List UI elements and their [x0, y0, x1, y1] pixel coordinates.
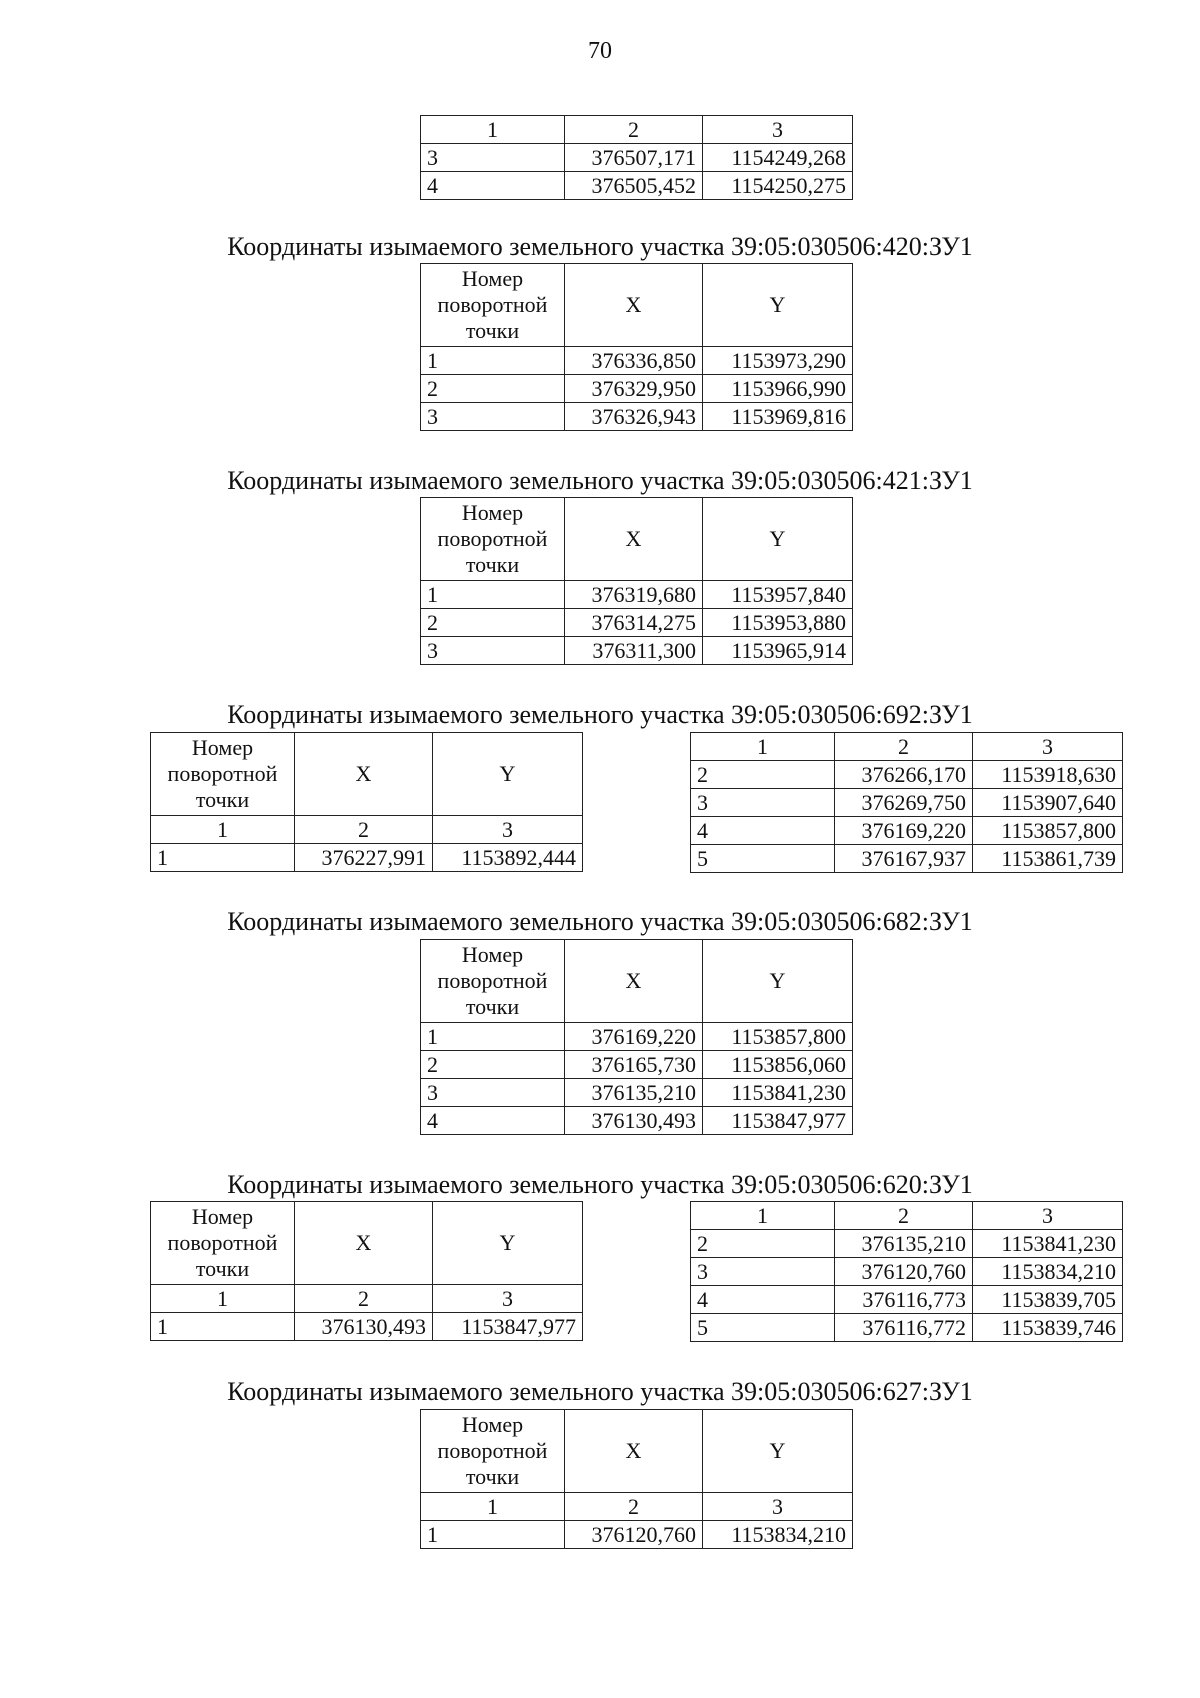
- header-row: [151, 1202, 583, 1285]
- section-title: Координаты изымаемого земельного участка 39:05:030506:692:ЗУ1: [227, 700, 973, 729]
- section-title: Координаты изымаемого земельного участка 39:05:030506:620:ЗУ1: [227, 1170, 973, 1199]
- y-cell: 1153857,800: [703, 1023, 853, 1051]
- x-cell: 376120,760: [835, 1258, 973, 1286]
- header-x: X: [295, 1202, 433, 1285]
- x-cell: 376311,300: [565, 637, 703, 665]
- y-cell: 1153973,290: [703, 347, 853, 375]
- x-cell: 376116,773: [835, 1286, 973, 1314]
- point-number-cell: 1: [151, 844, 295, 872]
- point-number-cell: 1: [421, 347, 565, 375]
- y-cell: 1153834,210: [973, 1258, 1123, 1286]
- table-row: [421, 1521, 853, 1549]
- point-number-cell: 1: [421, 1521, 565, 1549]
- y-cell: 1153861,739: [973, 845, 1123, 873]
- point-number-cell: 2: [421, 1051, 565, 1079]
- table-row: [421, 144, 853, 172]
- point-number-cell: 4: [691, 1286, 835, 1314]
- col-num-cell: 3: [973, 733, 1123, 761]
- table-row: [421, 403, 853, 431]
- x-cell: 376116,772: [835, 1314, 973, 1342]
- table-row: [691, 761, 1123, 789]
- header-point-number: Номер поворотной точки: [151, 1202, 295, 1285]
- y-cell: 1153918,630: [973, 761, 1123, 789]
- point-number-cell: 2: [691, 1230, 835, 1258]
- header-row: [421, 940, 853, 1023]
- point-number-cell: 3: [691, 789, 835, 817]
- column-number-row: [151, 816, 583, 844]
- header-row: [421, 264, 853, 347]
- table-row: [151, 1313, 583, 1341]
- col-num-cell: 1: [421, 116, 565, 144]
- header-point-number: Номер поворотной точки: [421, 264, 565, 347]
- y-cell: 1154249,268: [703, 144, 853, 172]
- header-row: [421, 498, 853, 581]
- table-row: [421, 581, 853, 609]
- column-number-row: [151, 1285, 583, 1313]
- point-number-cell: 4: [421, 1107, 565, 1135]
- x-cell: 376169,220: [565, 1023, 703, 1051]
- continuation-table: [420, 115, 853, 200]
- point-number-cell: 4: [691, 817, 835, 845]
- y-cell: 1153834,210: [703, 1521, 853, 1549]
- point-number-cell: 3: [421, 144, 565, 172]
- x-cell: 376130,493: [565, 1107, 703, 1135]
- y-cell: 1153957,840: [703, 581, 853, 609]
- col-num-cell: 2: [295, 1285, 433, 1313]
- column-number-row: [691, 1202, 1123, 1230]
- x-cell: 376336,850: [565, 347, 703, 375]
- section-title: Координаты изымаемого земельного участка 39:05:030506:627:ЗУ1: [227, 1377, 973, 1406]
- table-row: [691, 789, 1123, 817]
- col-num-cell: 3: [703, 116, 853, 144]
- header-row: [151, 733, 583, 816]
- point-number-cell: 4: [421, 172, 565, 200]
- y-cell: 1153969,816: [703, 403, 853, 431]
- section-title: Координаты изымаемого земельного участка 39:05:030506:420:ЗУ1: [227, 232, 973, 261]
- y-cell: 1153907,640: [973, 789, 1123, 817]
- y-cell: 1153892,444: [433, 844, 583, 872]
- page-number: 70: [588, 38, 612, 64]
- y-cell: 1154250,275: [703, 172, 853, 200]
- point-number-cell: 5: [691, 1314, 835, 1342]
- x-cell: 376227,991: [295, 844, 433, 872]
- col-num-cell: 3: [433, 816, 583, 844]
- coordinates-table: [420, 497, 853, 665]
- coordinates-table: [420, 1409, 853, 1549]
- col-num-cell: 2: [565, 116, 703, 144]
- table-row: [421, 1107, 853, 1135]
- coordinates-table-left: [150, 1201, 583, 1341]
- point-number-cell: 5: [691, 845, 835, 873]
- point-number-cell: 2: [421, 375, 565, 403]
- coordinates-table: [420, 263, 853, 431]
- x-cell: 376269,750: [835, 789, 973, 817]
- col-num-cell: 2: [295, 816, 433, 844]
- x-cell: 376329,950: [565, 375, 703, 403]
- x-cell: 376319,680: [565, 581, 703, 609]
- table-row: [421, 1051, 853, 1079]
- point-number-cell: 3: [421, 403, 565, 431]
- header-point-number: Номер поворотной точки: [421, 1410, 565, 1493]
- y-cell: 1153953,880: [703, 609, 853, 637]
- table-row: [691, 1286, 1123, 1314]
- column-number-row: [421, 116, 853, 144]
- coordinates-table-left: [150, 732, 583, 872]
- header-y: Y: [433, 733, 583, 816]
- y-cell: 1153841,230: [973, 1230, 1123, 1258]
- y-cell: 1153841,230: [703, 1079, 853, 1107]
- x-cell: 376165,730: [565, 1051, 703, 1079]
- header-point-number: Номер поворотной точки: [151, 733, 295, 816]
- x-cell: 376266,170: [835, 761, 973, 789]
- header-y: Y: [703, 264, 853, 347]
- header-x: X: [565, 498, 703, 581]
- table-row: [691, 817, 1123, 845]
- point-number-cell: 1: [421, 581, 565, 609]
- col-num-cell: 1: [691, 1202, 835, 1230]
- point-number-cell: 3: [691, 1258, 835, 1286]
- y-cell: 1153966,990: [703, 375, 853, 403]
- x-cell: 376314,275: [565, 609, 703, 637]
- col-num-cell: 2: [835, 733, 973, 761]
- coordinates-table: [420, 939, 853, 1135]
- column-number-row: [421, 1493, 853, 1521]
- header-point-number: Номер поворотной точки: [421, 940, 565, 1023]
- header-x: X: [565, 1410, 703, 1493]
- point-number-cell: 1: [421, 1023, 565, 1051]
- x-cell: 376507,171: [565, 144, 703, 172]
- header-x: X: [565, 264, 703, 347]
- x-cell: 376130,493: [295, 1313, 433, 1341]
- header-y: Y: [703, 1410, 853, 1493]
- table-row: [421, 375, 853, 403]
- col-num-cell: 3: [973, 1202, 1123, 1230]
- header-x: X: [295, 733, 433, 816]
- col-num-cell: 2: [565, 1493, 703, 1521]
- x-cell: 376135,210: [565, 1079, 703, 1107]
- col-num-cell: 3: [703, 1493, 853, 1521]
- x-cell: 376505,452: [565, 172, 703, 200]
- table-row: [151, 844, 583, 872]
- table-row: [691, 1314, 1123, 1342]
- col-num-cell: 3: [433, 1285, 583, 1313]
- x-cell: 376120,760: [565, 1521, 703, 1549]
- y-cell: 1153839,746: [973, 1314, 1123, 1342]
- y-cell: 1153857,800: [973, 817, 1123, 845]
- header-x: X: [565, 940, 703, 1023]
- col-num-cell: 1: [421, 1493, 565, 1521]
- header-point-number: Номер поворотной точки: [421, 498, 565, 581]
- y-cell: 1153965,914: [703, 637, 853, 665]
- table-row: [691, 1230, 1123, 1258]
- x-cell: 376167,937: [835, 845, 973, 873]
- header-y: Y: [703, 940, 853, 1023]
- coordinates-table-right: [690, 1201, 1123, 1342]
- y-cell: 1153847,977: [433, 1313, 583, 1341]
- y-cell: 1153847,977: [703, 1107, 853, 1135]
- col-num-cell: 2: [835, 1202, 973, 1230]
- column-number-row: [691, 733, 1123, 761]
- point-number-cell: 2: [691, 761, 835, 789]
- table-row: [691, 845, 1123, 873]
- x-cell: 376169,220: [835, 817, 973, 845]
- x-cell: 376135,210: [835, 1230, 973, 1258]
- y-cell: 1153856,060: [703, 1051, 853, 1079]
- section-title: Координаты изымаемого земельного участка 39:05:030506:421:ЗУ1: [227, 466, 973, 495]
- table-row: [421, 637, 853, 665]
- coordinates-table-right: [690, 732, 1123, 873]
- table-row: [421, 1023, 853, 1051]
- col-num-cell: 1: [151, 1285, 295, 1313]
- table-row: [421, 172, 853, 200]
- table-row: [421, 347, 853, 375]
- header-y: Y: [433, 1202, 583, 1285]
- header-y: Y: [703, 498, 853, 581]
- table-row: [691, 1258, 1123, 1286]
- point-number-cell: 3: [421, 637, 565, 665]
- col-num-cell: 1: [151, 816, 295, 844]
- point-number-cell: 3: [421, 1079, 565, 1107]
- table-row: [421, 1079, 853, 1107]
- point-number-cell: 2: [421, 609, 565, 637]
- table-row: [421, 609, 853, 637]
- x-cell: 376326,943: [565, 403, 703, 431]
- y-cell: 1153839,705: [973, 1286, 1123, 1314]
- header-row: [421, 1410, 853, 1493]
- section-title: Координаты изымаемого земельного участка 39:05:030506:682:ЗУ1: [227, 907, 973, 936]
- col-num-cell: 1: [691, 733, 835, 761]
- point-number-cell: 1: [151, 1313, 295, 1341]
